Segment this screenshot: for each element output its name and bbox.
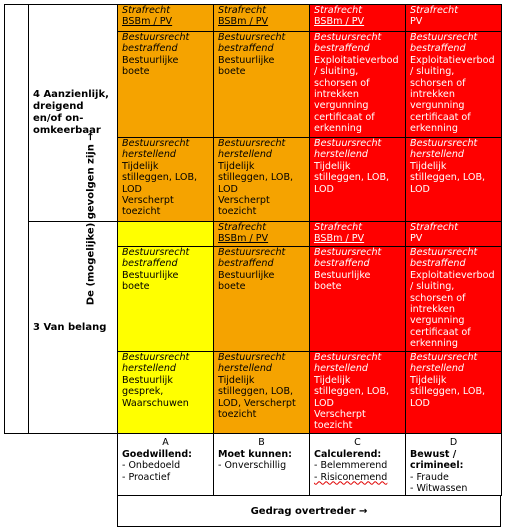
cell-4d-strafrecht: Strafrecht PV <box>406 5 502 32</box>
column-d-bewust-crimineel: D Bewust / crimineel: - Fraude - Witwassen <box>406 434 502 496</box>
consequence-axis-label: De (mogelijke) gevolgen zijn → <box>5 5 29 434</box>
cell-3d-bestraffend: Bestuursrecht bestraffend Exploitatieverbod / sluiting, schorsen of intrekken vergunning certificaat of erkenning <box>406 247 502 352</box>
cell-4c-bestraffend: Bestuursrecht bestraffend Exploitatieverbod / sluiting, schorsen of intrekken vergunning certificaat of erkenning <box>310 32 406 138</box>
cell-3d-herstellend: Bestuursrecht herstellend Tijdelijk stilleggen, LOB, LOD <box>406 352 502 434</box>
cell-3b-strafrecht: Strafrecht BSBm / PV <box>214 222 310 247</box>
column-c-calculerend: C Calculerend: - Belemmerend - Risiconemend <box>310 434 406 496</box>
cell-3a-strafrecht <box>118 222 214 247</box>
cell-3b-herstellend: Bestuursrecht herstellend Tijdelijk stilleggen, LOB, LOD, Verscherpt toezicht <box>214 352 310 434</box>
row-label-van-belang: 3 Van belang <box>29 222 118 434</box>
cell-4d-herstellend: Bestuursrecht herstellend Tijdelijk stilleggen, LOB, LOD <box>406 138 502 222</box>
column-a-goedwillend: A Goedwillend: - Onbedoeld - Proactief <box>118 434 214 496</box>
column-b-moet-kunnen: B Moet kunnen: - Onverschillig <box>214 434 310 496</box>
cell-3a-herstellend: Bestuursrecht herstellend Bestuurlijk gesprek, Waarschuwen <box>118 352 214 434</box>
cell-3c-bestraffend: Bestuursrecht bestraffend Bestuurlijke boete <box>310 247 406 352</box>
cell-4a-herstellend: Bestuursrecht herstellend Tijdelijk stilleggen, LOB, LOD Verscherpt toezicht <box>118 138 214 222</box>
cell-4c-herstellend: Bestuursrecht herstellend Tijdelijk stilleggen, LOB, LOD <box>310 138 406 222</box>
cell-4b-strafrecht: Strafrecht BSBm / PV <box>214 5 310 32</box>
behavior-axis-label: Gedrag overtreder → <box>117 496 501 527</box>
cell-3b-bestraffend: Bestuursrecht bestraffend Bestuurlijke boete <box>214 247 310 352</box>
cell-3d-strafrecht: Strafrecht PV <box>406 222 502 247</box>
row-label-aanzienlijk: 4 Aanzienlijk, dreigend en/of on-omkeerbaar <box>29 5 118 222</box>
cell-4b-herstellend: Bestuursrecht herstellend Tijdelijk stilleggen, LOB, LOD Verscherpt toezicht <box>214 138 310 222</box>
cell-3c-strafrecht: Strafrecht BSBm / PV <box>310 222 406 247</box>
intervention-matrix <box>4 4 502 496</box>
cell-4b-bestraffend: Bestuursrecht bestraffend Bestuurlijke boete <box>214 32 310 138</box>
cell-4d-bestraffend: Bestuursrecht bestraffend Exploitatieverbod / sluiting, schorsen of intrekken vergunning certificaat of erkenning <box>406 32 502 138</box>
cell-4a-bestraffend: Bestuursrecht bestraffend Bestuurlijke boete <box>118 32 214 138</box>
corner-blank <box>5 434 118 496</box>
cell-3a-bestraffend: Bestuursrecht bestraffend Bestuurlijke boete <box>118 247 214 352</box>
cell-4c-strafrecht: Strafrecht BSBm / PV <box>310 5 406 32</box>
cell-4a-strafrecht: Strafrecht BSBm / PV <box>118 5 214 32</box>
cell-3c-herstellend: Bestuursrecht herstellend Tijdelijk stilleggen, LOB, LOD Verscherpt toezicht <box>310 352 406 434</box>
